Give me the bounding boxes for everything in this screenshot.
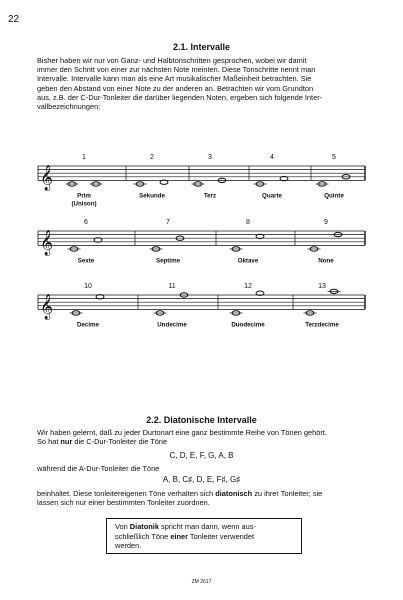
diatonic-line: beinhaltet. Diese tonleitereigenen Töne verhalten sich diatonisch zu ihrer Tonleiter; sie — [37, 489, 323, 498]
intro-line: Intervalle. Intervalle kann man als eine Art musikalischer Maßeinheit betrachten. Sie — [37, 74, 312, 84]
interval-name: None — [318, 257, 334, 265]
intro-line: aus, z.B. der C-Dur-Tonleiter die darüber liegenden Noten, ergeben sich folgende Inter- — [37, 92, 323, 102]
interval-name: Sexte — [77, 257, 95, 265]
treble-clef-icon: 𝄞 — [40, 164, 54, 190]
interval-number: 7 — [166, 219, 170, 226]
interval-name: Decime — [76, 321, 100, 329]
diatonic-paragraph-2 — [37, 464, 377, 473]
interval-name: Sekunde — [139, 192, 165, 200]
interval-name: Septime — [155, 257, 181, 265]
interval-number: 3 — [208, 154, 212, 161]
interval-name: Oktave — [237, 257, 259, 265]
interval-number: 13 — [318, 283, 326, 290]
interval-name: Prim — [77, 192, 91, 200]
box-line: schließlich Töne einer Tonleiter verwendet — [115, 531, 255, 541]
intro-line: immer den Schritt von einer zur nächsten Note meinten. Diese Tonschritte nennt man — [37, 65, 316, 75]
box-line: werden. — [115, 541, 142, 550]
interval-number: 1 — [82, 154, 86, 161]
intro-line: geben den Abstand von einer Note zu der anderen an. Betrachten wir vom Grundton — [37, 83, 314, 93]
diatonic-line: lassen sich nur einer bestimmten Tonleiter zuordnen. — [37, 498, 210, 508]
diatonik-definition-box — [106, 518, 302, 554]
interval-name: Undecime — [157, 321, 187, 329]
treble-clef-icon: 𝄞 — [40, 229, 54, 255]
section-heading-intervalle: 2.1. Intervalle — [172, 42, 231, 52]
section-heading-diatonische: 2.2. Diatonische Intervalle — [146, 415, 257, 425]
box-line: Von Diatonik spricht man dann, wenn aus- — [115, 522, 256, 531]
diatonic-line: So hat nur die C-Dur-Tonleiter die Töne — [37, 437, 168, 447]
diatonic-paragraph — [37, 428, 377, 446]
interval-name: Quarte — [262, 192, 282, 200]
interval-name: Terzdecime — [305, 321, 339, 329]
treble-clef-icon: 𝄞 — [40, 293, 54, 319]
diatonic-paragraph-3 — [37, 489, 377, 507]
footer-code: ZM 2617 — [191, 579, 212, 585]
interval-subname: (Unison) — [71, 200, 97, 208]
interval-name: Quinte — [324, 192, 344, 200]
intro-line: Bisher haben wir nur von Ganz- und Halbtonschritten gesprochen, wobei wir damit — [37, 56, 307, 65]
interval-number: 11 — [168, 283, 176, 290]
interval-name: Terz — [203, 192, 217, 200]
interval-number: 8 — [246, 219, 250, 226]
interval-number: 5 — [332, 154, 336, 161]
c-major-notes: C, D, E, F, G, A, B — [169, 451, 234, 460]
page-number: 22 — [8, 14, 20, 25]
diatonic-line: während die A-Dur-Tonleiter die Töne — [37, 464, 160, 473]
interval-number: 10 — [84, 283, 92, 290]
interval-number: 6 — [84, 219, 88, 226]
intro-line: vallbezeichnungen: — [37, 102, 101, 112]
interval-number: 2 — [150, 154, 154, 161]
a-major-notes: A, B, C♯, D, E, F♯, G♯ — [162, 475, 241, 484]
interval-number: 4 — [270, 154, 274, 161]
interval-number: 12 — [244, 283, 252, 290]
interval-name: Duodecime — [231, 321, 265, 329]
interval-number: 9 — [324, 219, 328, 226]
diatonic-line: Wir haben gelernt, daß zu jeder Durtonart eine ganz bestimmte Reihe von Tönen gehört. — [37, 428, 327, 437]
